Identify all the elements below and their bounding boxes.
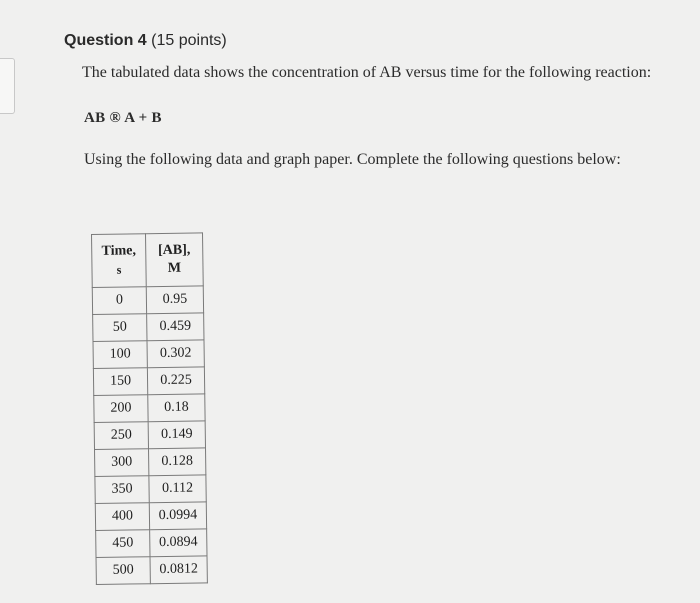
table-row bbox=[93, 313, 204, 342]
question-header bbox=[64, 32, 227, 50]
concentration-cell: 0.95 bbox=[146, 286, 203, 314]
question-points: (15 points) bbox=[151, 32, 227, 49]
concentration-cell: 0.128 bbox=[149, 448, 206, 476]
table-row bbox=[93, 340, 204, 369]
time-cell: 350 bbox=[95, 476, 149, 504]
table-row bbox=[94, 394, 205, 423]
concentration-cell: 0.459 bbox=[147, 313, 204, 341]
time-cell: 100 bbox=[93, 341, 147, 369]
concentration-cell: 0.149 bbox=[148, 421, 205, 449]
concentration-cell: 0.0994 bbox=[149, 502, 206, 530]
concentration-cell: 0.302 bbox=[147, 340, 204, 368]
time-cell: 500 bbox=[96, 557, 150, 585]
table-row bbox=[94, 421, 205, 450]
time-cell: 400 bbox=[95, 503, 149, 531]
question-title: Question 4 bbox=[64, 32, 147, 49]
reaction-equation: AB ® A + B bbox=[84, 110, 162, 126]
table-row bbox=[96, 556, 207, 585]
time-cell: 200 bbox=[94, 395, 148, 423]
table-header-row bbox=[92, 233, 204, 288]
time-cell: 250 bbox=[94, 422, 148, 450]
time-cell: 150 bbox=[93, 368, 147, 396]
instruction-text: Using the following data and graph paper. Complete the following questions below: bbox=[84, 151, 621, 168]
concentration-cell: 0.0812 bbox=[150, 556, 207, 584]
table-row bbox=[92, 286, 203, 315]
concentration-header-label: [AB], bbox=[157, 242, 191, 259]
concentration-cell: 0.18 bbox=[148, 394, 205, 422]
time-cell: 300 bbox=[95, 449, 149, 477]
intro-text: The tabulated data shows the concentration of AB versus time for the following reaction: bbox=[82, 64, 652, 81]
time-cell: 50 bbox=[93, 314, 147, 342]
table-row bbox=[95, 475, 206, 504]
time-header bbox=[92, 234, 147, 288]
table-row bbox=[93, 367, 204, 396]
data-table bbox=[91, 232, 208, 585]
concentration-cell: 0.112 bbox=[149, 475, 206, 503]
table-row bbox=[95, 448, 206, 477]
concentration-header bbox=[146, 233, 204, 287]
table-row bbox=[95, 502, 206, 531]
table-row bbox=[96, 529, 207, 558]
concentration-cell: 0.0894 bbox=[150, 529, 207, 557]
time-header-label: Time, bbox=[101, 242, 137, 259]
side-tab[interactable] bbox=[0, 58, 15, 114]
concentration-header-unit: M bbox=[167, 260, 182, 276]
time-cell: 450 bbox=[96, 530, 150, 558]
concentration-cell: 0.225 bbox=[147, 367, 204, 395]
time-cell: 0 bbox=[92, 287, 146, 315]
time-header-unit: s bbox=[116, 262, 122, 277]
